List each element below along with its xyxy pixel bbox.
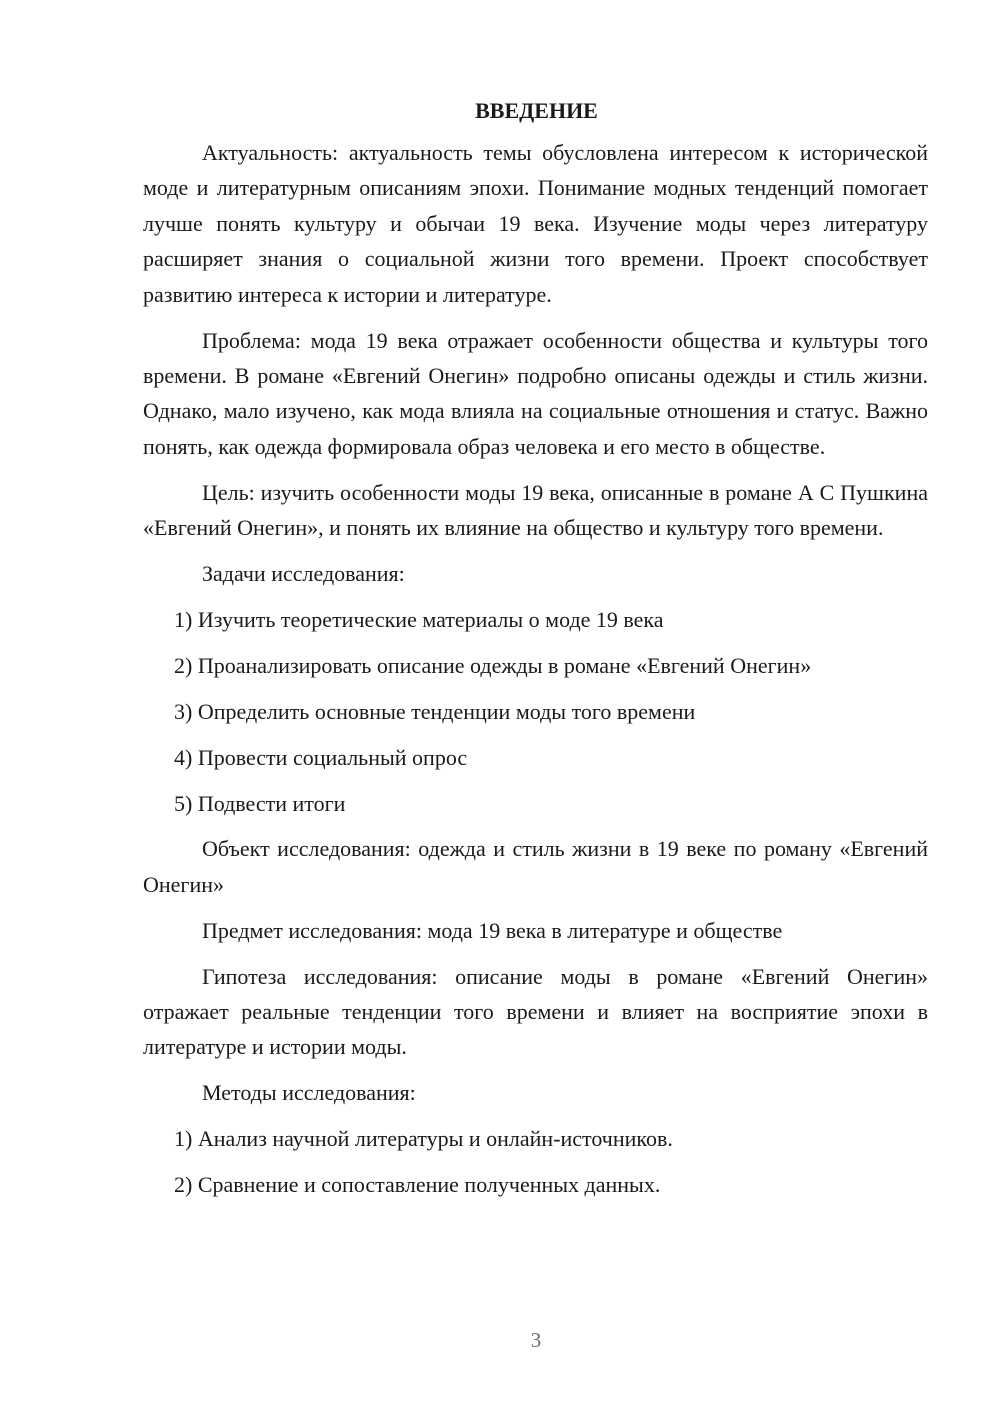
goal-paragraph: Цель: изучить особенности моды 19 века, описанные в романе А С Пушкина «Евгений Онегин», и понять их влияние на общество и культуру того времени.	[143, 479, 928, 541]
list-item: 2) Проанализировать описание одежды в романе «Евгений Онегин»	[174, 652, 812, 678]
subject-paragraph: Предмет исследования: мода 19 века в литературе и обществе	[202, 917, 783, 943]
list-item: 1) Изучить теоретические материалы о моде 19 века	[174, 606, 664, 632]
object-paragraph: Объект исследования: одежда и стиль жизни в 19 веке по роману «Евгений Онегин»	[143, 836, 928, 897]
document-page	[143, 94, 928, 1213]
methods-heading: Методы исследования:	[202, 1080, 416, 1106]
list-item: 1) Анализ научной литературы и онлайн-источников.	[174, 1126, 673, 1152]
tasks-heading: Задачи исследования:	[202, 560, 405, 586]
list-item: 3) Определить основные тенденции моды того времени	[174, 698, 696, 724]
methods-list	[143, 1121, 928, 1213]
tasks-list	[143, 602, 928, 832]
hypothesis-paragraph: Гипотеза исследования: описание моды в романе «Евгений Онегин» отражает реальные тенденции того времени и влияет на восприятие эпохи в литературе и истории моды.	[143, 963, 928, 1060]
list-item: 5) Подвести итоги	[174, 790, 346, 816]
page-number: 3	[530, 1328, 542, 1352]
list-item: 4) Провести социальный опрос	[174, 744, 468, 770]
relevance-paragraph: Актуальность: актуальность темы обусловлена интересом к исторической моде и литературным описаниям эпохи. Понимание модных тенденций помогает лучше понять культуру и обычаи 19 века. Изучение моды через литературу расширяет знания о социальной жизни того времени. Проект способствует развитию интереса к истории и литературе.	[143, 140, 928, 307]
section-title: ВВЕДЕНИЕ	[475, 98, 598, 123]
problem-paragraph: Проблема: мода 19 века отражает особенности общества и культуры того времени. В романе «Евгений Онегин» подробно описаны одежды и стиль жизни. Однако, мало изучено, как мода влияла на социальные отношения и статус. Важно понять, как одежда формировала образ человека и его место в обществе.	[143, 327, 928, 459]
list-item: 2) Сравнение и сопоставление полученных данных.	[174, 1172, 661, 1198]
